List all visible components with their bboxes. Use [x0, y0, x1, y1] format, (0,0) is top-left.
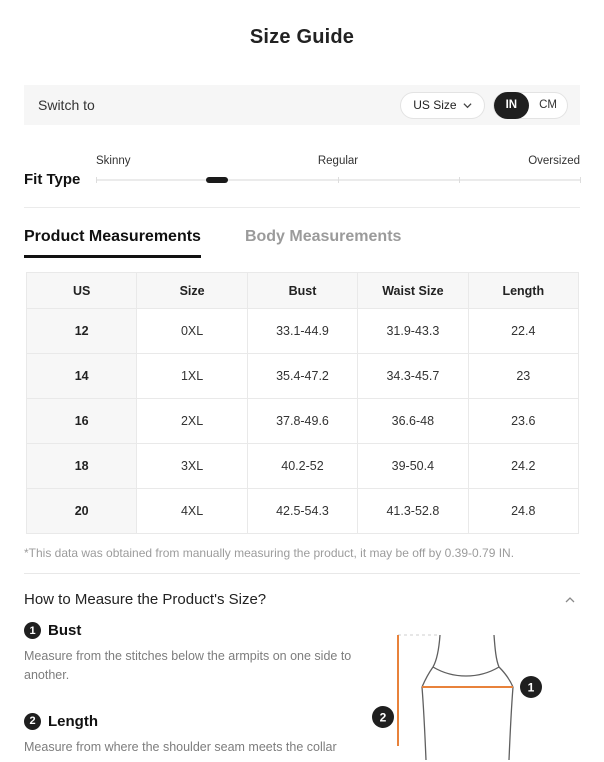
table-cell: 18	[27, 444, 137, 489]
fit-option-regular: Regular	[317, 155, 359, 167]
tab-product-measurements[interactable]: Product Measurements	[24, 228, 201, 258]
table-cell: 39-50.4	[358, 444, 468, 489]
table-cell: 12	[27, 309, 137, 354]
how-to-measure-title: How to Measure the Product's Size?	[24, 591, 267, 608]
diagram-badge-2	[372, 706, 394, 728]
fit-type-slider-handle[interactable]	[206, 177, 228, 183]
table-cell: 0XL	[137, 309, 247, 354]
table-cell: 36.6-48	[358, 399, 468, 444]
instruction-length-title: Length	[48, 712, 98, 730]
instruction-bust-desc: Measure from the stitches below the armpits on one side to another.	[24, 649, 352, 683]
svg-text:2: 2	[379, 710, 387, 725]
table-cell: 23	[468, 354, 578, 399]
size-standard-value: US Size	[413, 98, 457, 112]
table-cell: 37.8-49.6	[247, 399, 357, 444]
table-cell: 42.5-54.3	[247, 489, 357, 534]
table-row	[27, 354, 579, 399]
tab-body-measurements[interactable]: Body Measurements	[244, 228, 402, 245]
table-header-cell: Size	[137, 273, 247, 309]
svg-text:1: 1	[527, 680, 535, 695]
table-cell: 24.2	[468, 444, 578, 489]
garment-measure-diagram	[370, 622, 590, 762]
chevron-up-icon	[564, 594, 576, 606]
table-cell: 16	[27, 399, 137, 444]
table-cell: 34.3-45.7	[358, 354, 468, 399]
slider-tick	[338, 177, 339, 183]
instruction-bust-title: Bust	[48, 622, 82, 639]
switch-controls	[400, 92, 568, 119]
table-cell: 1XL	[137, 354, 247, 399]
table-cell: 40.2-52	[247, 444, 357, 489]
table-header-cell: Bust	[247, 273, 357, 309]
size-table	[26, 272, 579, 534]
unit-toggle	[493, 92, 568, 119]
table-cell: 33.1-44.9	[247, 309, 357, 354]
fit-type-options	[96, 155, 580, 175]
table-row	[27, 444, 579, 489]
fit-option-skinny: Skinny	[96, 155, 131, 167]
table-cell: 3XL	[137, 444, 247, 489]
table-cell: 2XL	[137, 399, 247, 444]
table-cell: 22.4	[468, 309, 578, 354]
fit-option-oversized: Oversized	[528, 155, 580, 167]
table-cell: 23.6	[468, 399, 578, 444]
table-cell: 20	[27, 489, 137, 534]
instruction-length-desc: Measure from where the shoulder seam meets the collar	[24, 739, 337, 754]
table-row	[27, 309, 579, 354]
table-header-cell: Waist Size	[358, 273, 468, 309]
table-cell: 4XL	[137, 489, 247, 534]
table-row	[27, 489, 579, 534]
table-cell: 31.9-43.3	[358, 309, 468, 354]
badge-2: 2	[24, 713, 41, 730]
fit-type-slider	[96, 155, 580, 189]
unit-in-button[interactable]: IN	[494, 92, 530, 119]
measure-instructions	[24, 622, 604, 762]
camisole-outline	[422, 635, 513, 760]
table-cell: 35.4-47.2	[247, 354, 357, 399]
unit-cm-button[interactable]: CM	[539, 99, 557, 111]
table-cell: 24.8	[468, 489, 578, 534]
fit-type-label: Fit Type	[24, 171, 81, 188]
section-divider	[24, 207, 580, 208]
slider-tick	[580, 177, 581, 183]
measurement-tabs	[24, 228, 580, 258]
diagram-badge-1	[520, 676, 542, 698]
table-header-cell: US	[27, 273, 137, 309]
table-cell: 41.3-52.8	[358, 489, 468, 534]
switch-to-label: Switch to	[38, 97, 95, 113]
chevron-down-icon	[463, 101, 472, 110]
instruction-length	[24, 713, 369, 757]
table-header-cell: Length	[468, 273, 578, 309]
instruction-bust	[24, 622, 369, 686]
page-title: Size Guide	[249, 26, 355, 48]
fit-type-section	[24, 155, 580, 189]
how-to-measure-header[interactable]	[24, 573, 580, 608]
badge-1: 1	[24, 622, 41, 639]
switch-bar	[24, 85, 580, 125]
slider-tick	[459, 177, 460, 183]
slider-tick	[96, 177, 97, 183]
measurement-disclaimer: *This data was obtained from manually measuring the product, it may be off by 0.39-0.79 IN.	[24, 546, 515, 560]
table-row	[27, 399, 579, 444]
table-cell: 14	[27, 354, 137, 399]
size-standard-dropdown[interactable]	[400, 92, 484, 119]
